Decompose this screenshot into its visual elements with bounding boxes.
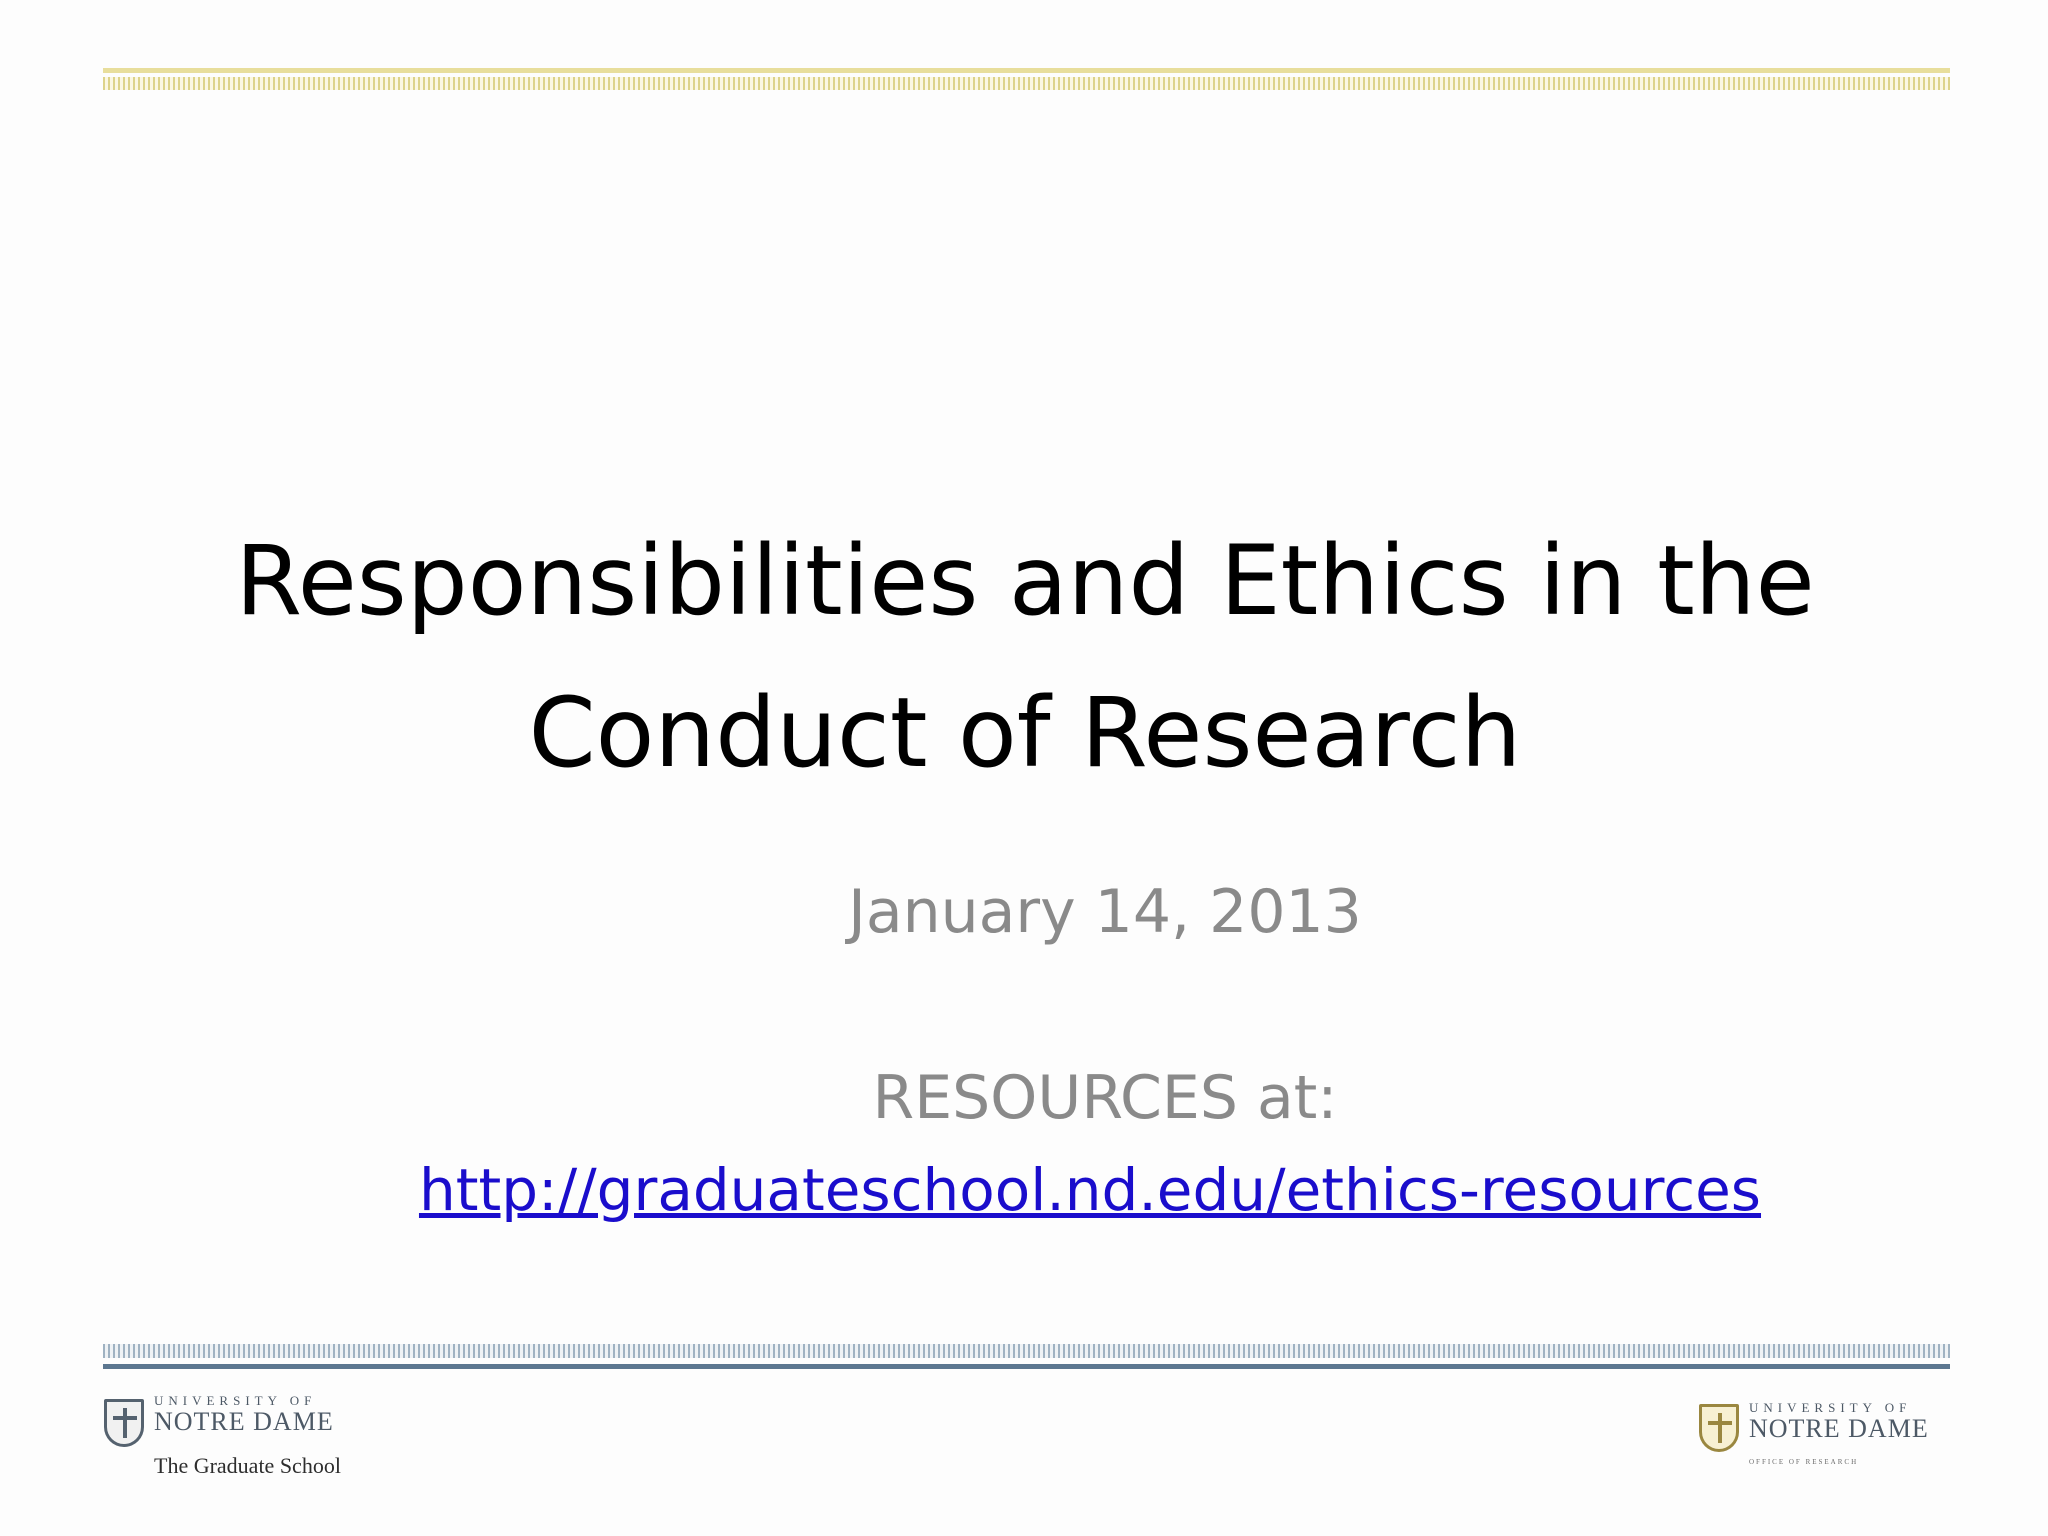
logo-university-of: UNIVERSITY OF: [154, 1393, 317, 1408]
slide-title: [120, 505, 1930, 809]
logo-university-of: UNIVERSITY OF: [1749, 1400, 1912, 1415]
top-decorative-band: [103, 66, 1950, 92]
top-band-line: [103, 68, 1950, 73]
logo-notre-dame: NOTRE DAME: [1749, 1414, 1929, 1443]
bottom-band-ticks: [103, 1344, 1950, 1358]
bottom-decorative-band: [103, 1342, 1950, 1372]
office-of-research-logo: [1695, 1400, 1955, 1480]
shield-icon: [1699, 1404, 1739, 1452]
slide-title-line-1: Responsibilities and Ethics in the: [235, 525, 1815, 637]
resources-link[interactable]: http://graduateschool.nd.edu/ethics-resources: [418, 1156, 1762, 1224]
logo-notre-dame: NOTRE DAME: [154, 1407, 334, 1436]
resources-label: RESOURCES at:: [872, 1063, 1338, 1133]
logo-office-of-research: OFFICE OF RESEARCH: [1749, 1458, 1859, 1466]
shield-icon: [104, 1399, 144, 1447]
presentation-date: January 14, 2013: [848, 877, 1362, 947]
bottom-band-line: [103, 1364, 1950, 1369]
slide-title-line-2: Conduct of Research: [528, 677, 1522, 789]
top-band-ticks: [103, 77, 1950, 90]
logo-graduate-school: The Graduate School: [154, 1453, 341, 1478]
graduate-school-logo: [100, 1393, 380, 1493]
